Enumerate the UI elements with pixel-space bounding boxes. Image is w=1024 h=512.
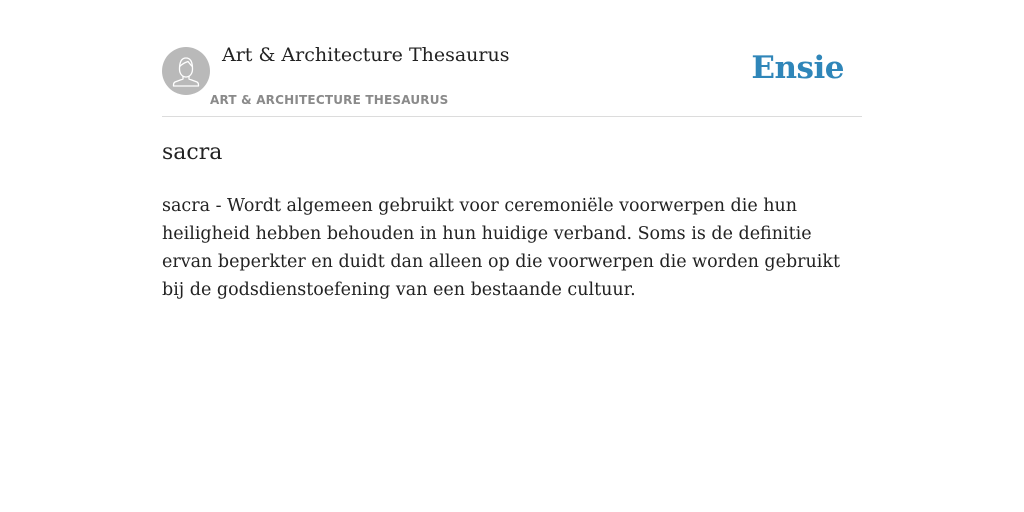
- entry-definition: sacra - Wordt algemeen gebruikt voor ceremoniële voorwerpen die hun heiligheid hebben behouden in hun huidige verband. Soms is de definitie ervan beperkter en duidt dan alleen op die voorwerpen die worden gebruikt bij de godsdienstoefening van een bestaande cultuur.: [162, 196, 841, 300]
- entry-title: sacra: [162, 140, 223, 165]
- header: [162, 0, 862, 117]
- author-name[interactable]: Art & Architecture Thesaurus: [222, 44, 510, 66]
- avatar[interactable]: [162, 47, 210, 95]
- brand-logo[interactable]: Ensie: [751, 50, 844, 86]
- user-outline-icon: [162, 47, 210, 95]
- page-container: [162, 0, 862, 300]
- source-label[interactable]: ART & ARCHITECTURE THESAURUS: [210, 93, 449, 107]
